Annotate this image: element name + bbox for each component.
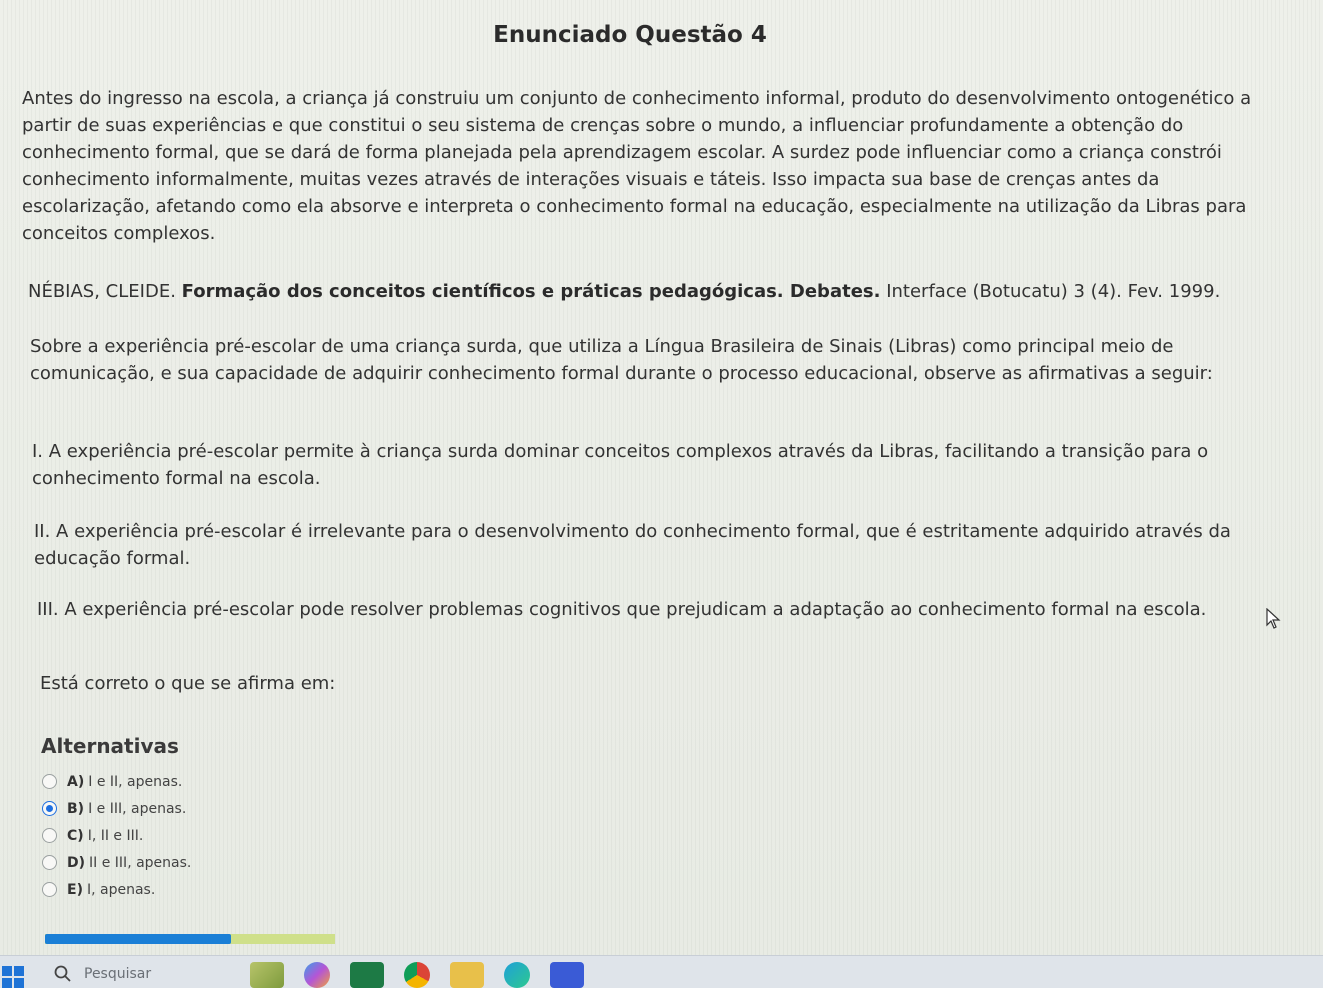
page-title: Enunciado Questão 4 [493,22,767,48]
alternative-e[interactable] [42,876,191,903]
reference-citation [28,278,1268,305]
intro-paragraph: Antes do ingresso na escola, a criança já construiu um conjunto de conhecimento informal, produto do desenvolvimento ontogenético a partir de suas experiências e que constitui o seu sistema de crenças sobre o mundo, a influenciar profundamente a obtenção do conhecimento formal, que se dará de forma planejada pela aprendizagem escolar. A surdez pode influenciar como a criança constrói conhecimento informalmente, muitas vezes através de interações visuais e táteis. Isso impacta sua base de crenças antes da escolarização, afetando como ela absorve e interpreta o conhecimento formal na educação, especialmente na utilização da Libras para conceitos complexos. [22,88,1252,244]
alternative-text: I, II e III. [87,827,144,844]
alternatives-heading: Alternativas [41,734,179,758]
excel-icon[interactable] [350,962,384,988]
alternative-letter: E) [67,881,83,898]
statement-2: II. A experiência pré-escolar é irrelevante para o desenvolvimento do conhecimento formal, que é estritamente adquirido através da educação formal. [34,521,1231,569]
widget-icon[interactable] [250,962,284,988]
alternative-text: I e III, apenas. [88,800,187,817]
store-icon[interactable] [550,962,584,988]
file-explorer-icon[interactable] [450,962,484,988]
chrome-icon[interactable] [404,962,430,988]
radio-d[interactable] [42,855,57,870]
statement-1: I. A experiência pré-escolar permite à criança surda dominar conceitos complexos através da Libras, facilitando a transição para o conhecimento formal na escola. [32,441,1209,489]
radio-c[interactable] [42,828,57,843]
alternative-text: I, apenas. [86,881,156,898]
reference-title: Formação dos conceitos científicos e práticas pedagógicas. Debates. [181,281,881,302]
alternative-letter: C) [67,827,84,844]
taskbar-search[interactable] [54,962,244,986]
alternative-letter: B) [67,800,85,817]
statement-3: III. A experiência pré-escolar pode resolver problemas cognitivos que prejudicam a adaptação ao conhecimento formal na escola. [37,599,1207,620]
reference-author: NÉBIAS, CLEIDE. [28,281,176,302]
reference-source: Interface (Botucatu) 3 (4). Fev. 1999. [886,281,1221,302]
edge-icon[interactable] [504,962,530,988]
taskbar [0,955,1323,988]
radio-e[interactable] [42,882,57,897]
lead-paragraph: Sobre a experiência pré-escolar de uma criança surda, que utiliza a Língua Brasileira de Sinais (Libras) como principal meio de comunicação, e sua capacidade de adquirir conhecimento formal durante o processo educacional, observe as afirmativas a seguir: [30,336,1213,384]
radio-a[interactable] [42,774,57,789]
radio-b-selected[interactable] [42,801,57,816]
alternative-a[interactable] [42,768,191,795]
windows-start-icon[interactable] [2,966,24,988]
progress-bar [45,934,335,944]
mouse-cursor-icon [1266,608,1282,630]
alternative-letter: A) [67,773,85,790]
alternative-b[interactable] [42,795,191,822]
alternative-text: I e II, apenas. [88,773,183,790]
copilot-icon[interactable] [304,962,330,988]
search-icon [54,965,72,983]
search-placeholder: Pesquisar [84,966,152,982]
question-prompt: Está correto o que se afirma em: [40,673,336,694]
taskbar-apps [250,962,584,988]
alternative-text: II e III, apenas. [89,854,192,871]
alternative-letter: D) [67,854,86,871]
alternatives-list [42,768,191,903]
alternative-d[interactable] [42,849,191,876]
progress-fill [45,934,231,944]
alternative-c[interactable] [42,822,191,849]
